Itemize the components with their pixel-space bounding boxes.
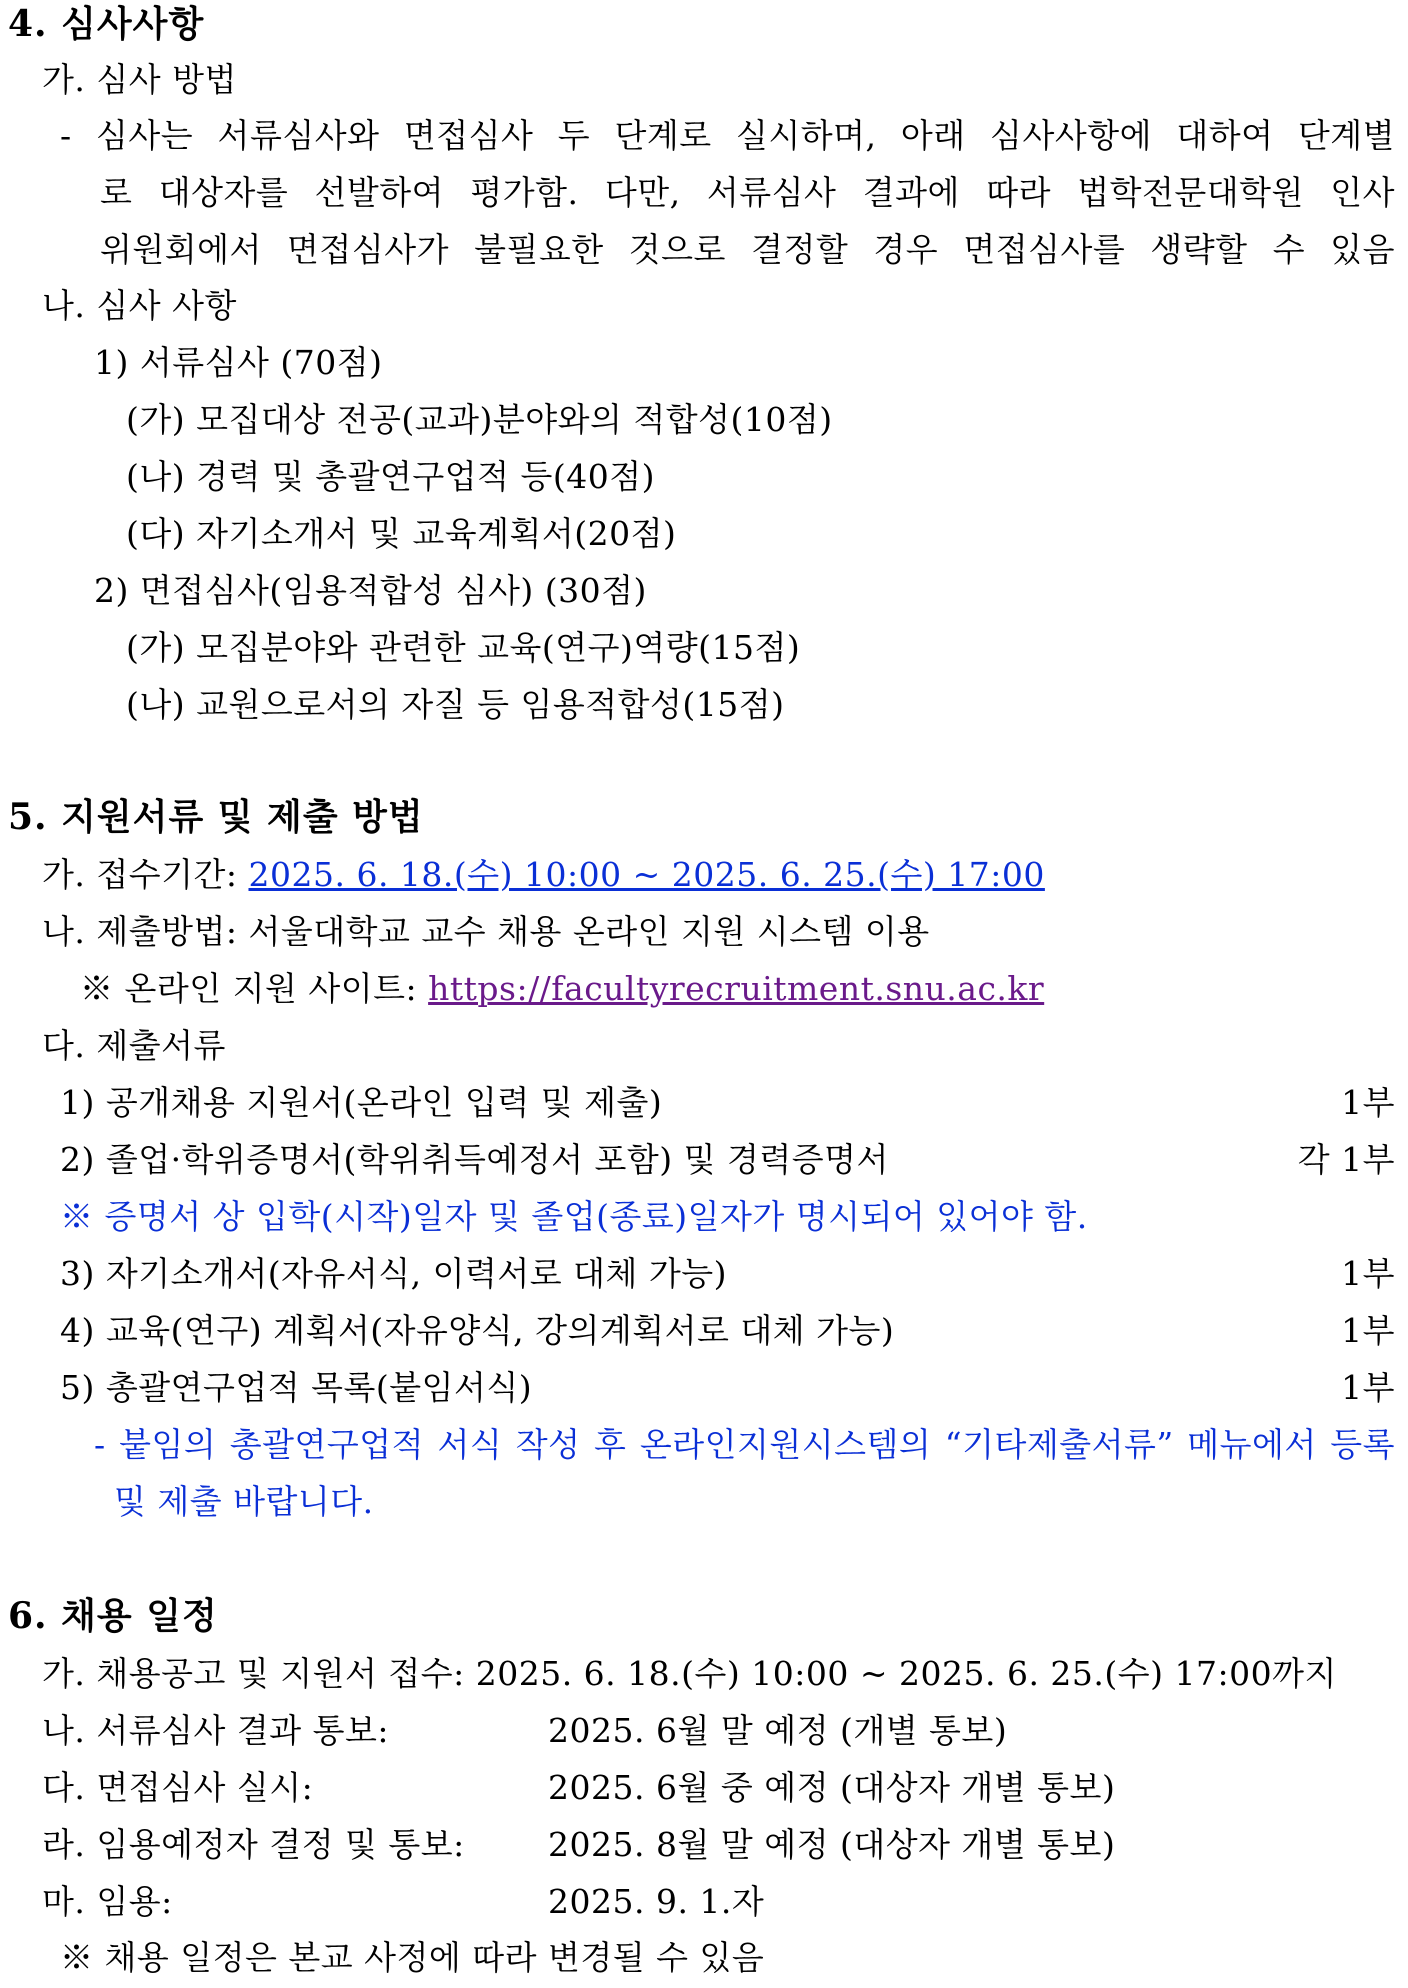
document-row <box>60 1366 1395 1410</box>
form-note-line-1: - 붙임의 총괄연구업적 서식 작성 후 온라인지원시스템의 “기타제출서류” 메뉴에서 등록 <box>94 1425 1395 1464</box>
schedule-label: 가. 채용공고 및 지원서 접수: <box>42 1654 476 1693</box>
document-name: 4) 교육(연구) 계획서(자유양식, 강의계획서로 대체 가능) <box>60 1311 895 1350</box>
submission-method: 나. 제출방법: 서울대학교 교수 채용 온라인 지원 시스템 이용 <box>42 912 930 951</box>
document-review-criterion: (다) 자기소개서 및 교육계획서(20점) <box>126 514 677 553</box>
document-quantity: 1부 <box>1341 1083 1395 1122</box>
schedule-row <box>42 1709 1342 1753</box>
section-6-heading: 6. 채용 일정 <box>8 1595 218 1637</box>
schedule-label: 나. 서류심사 결과 통보: <box>42 1711 389 1750</box>
online-site-link[interactable]: https://facultyrecruitment.snu.ac.kr <box>428 969 1045 1008</box>
review-method-subheading: 가. 심사 방법 <box>42 60 237 99</box>
document-row <box>60 1081 1395 1125</box>
application-period-label: 가. 접수기간: <box>42 855 249 894</box>
review-method-text-line-2: 로 대상자를 선발하여 평가함. 다만, 서류심사 결과에 따라 법학전문대학원 인사 <box>100 173 1395 212</box>
document-name: 1) 공개채용 지원서(온라인 입력 및 제출) <box>60 1083 663 1122</box>
document-review-criterion: (가) 모집대상 전공(교과)분야와의 적합성(10점) <box>126 400 833 439</box>
online-site-line <box>80 967 1044 1011</box>
document-row <box>60 1309 1395 1353</box>
document-quantity: 1부 <box>1341 1254 1395 1293</box>
online-site-label: ※ 온라인 지원 사이트: <box>80 969 429 1008</box>
interview-review-criterion: (나) 교원으로서의 자질 등 임용적합성(15점) <box>126 685 785 724</box>
certificate-note: ※ 증명서 상 입학(시작)일자 및 졸업(종료)일자가 명시되어 있어야 함. <box>60 1197 1088 1236</box>
schedule-note: ※ 채용 일정은 본교 사정에 따라 변경될 수 있음 <box>60 1938 765 1977</box>
schedule-row <box>42 1766 1342 1810</box>
schedule-value: 2025. 8월 말 예정 (대상자 개별 통보) <box>548 1825 1116 1864</box>
section-5-heading: 5. 지원서류 및 제출 방법 <box>8 796 424 838</box>
schedule-row <box>42 1652 1337 1696</box>
review-items-subheading: 나. 심사 사항 <box>42 286 237 325</box>
schedule-value: 2025. 9. 1.자 <box>548 1882 765 1921</box>
document-review-criterion: (나) 경력 및 총괄연구업적 등(40점) <box>126 457 655 496</box>
schedule-value: 2025. 6월 말 예정 (개별 통보) <box>548 1711 1008 1750</box>
document-name: 3) 자기소개서(자유서식, 이력서로 대체 가능) <box>60 1254 727 1293</box>
document-review-item: 1) 서류심사 (70점) <box>94 343 383 382</box>
schedule-value: 2025. 6. 18.(수) 10:00 ~ 2025. 6. 25.(수) 17:00까지 <box>475 1654 1337 1693</box>
schedule-value: 2025. 6월 중 예정 (대상자 개별 통보) <box>548 1768 1116 1807</box>
interview-review-item: 2) 면접심사(임용적합성 심사) (30점) <box>94 571 647 610</box>
schedule-row <box>42 1823 1342 1867</box>
document-name: 2) 졸업·학위증명서(학위취득예정서 포함) 및 경력증명서 <box>60 1140 889 1179</box>
document-row <box>60 1252 1395 1296</box>
review-method-text-line-3: 위원회에서 면접심사가 불필요한 것으로 결정할 경우 면접심사를 생략할 수 있음 <box>100 230 1395 269</box>
schedule-label: 다. 면접심사 실시: <box>42 1768 314 1807</box>
document-quantity: 1부 <box>1341 1311 1395 1350</box>
document-quantity: 1부 <box>1341 1368 1395 1407</box>
section-4-heading: 4. 심사사항 <box>8 3 205 45</box>
interview-review-criterion: (가) 모집분야와 관련한 교육(연구)역량(15점) <box>126 628 801 667</box>
application-period <box>42 853 1045 897</box>
schedule-label: 마. 임용: <box>42 1882 173 1921</box>
review-method-text-line-1: - 심사는 서류심사와 면접심사 두 단계로 실시하며, 아래 심사사항에 대하여 단계별 <box>60 116 1395 155</box>
document-name: 5) 총괄연구업적 목록(붙임서식) <box>60 1368 533 1407</box>
document-row <box>60 1138 1395 1182</box>
schedule-row <box>42 1880 1342 1924</box>
submission-documents-subheading: 다. 제출서류 <box>42 1026 226 1065</box>
document-quantity: 각 1부 <box>1297 1140 1395 1179</box>
application-period-value: 2025. 6. 18.(수) 10:00 ~ 2025. 6. 25.(수) 17:00 <box>248 855 1045 894</box>
form-note-line-2: 및 제출 바랍니다. <box>114 1482 374 1521</box>
schedule-label: 라. 임용예정자 결정 및 통보: <box>42 1825 465 1864</box>
